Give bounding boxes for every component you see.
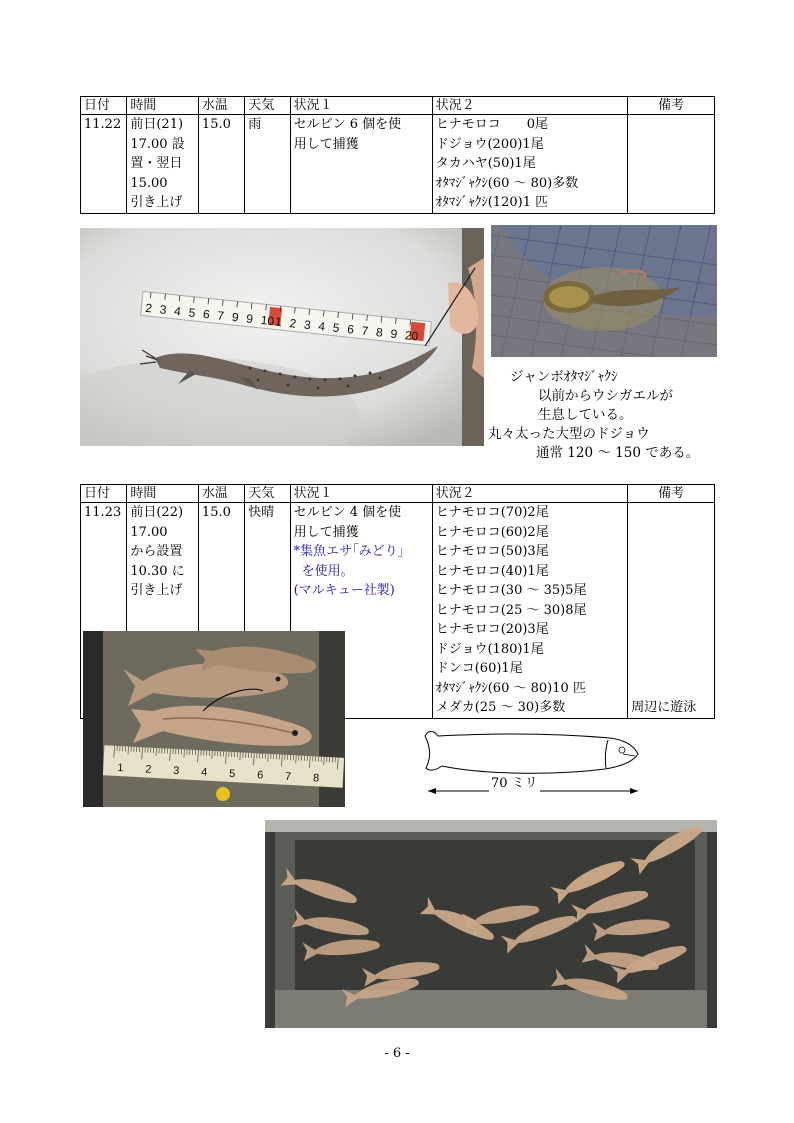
- tape-label: 10: [260, 312, 275, 329]
- weather-cell: 雨: [245, 115, 290, 214]
- status2-line: ヒナモロコ(25 ～ 30)8尾: [435, 602, 587, 618]
- status2-line: ドンコ(60)1尾: [435, 661, 523, 676]
- status2-line: ヒナモロコ 0尾: [435, 117, 549, 132]
- weather-cell: 快晴: [245, 503, 290, 719]
- tape-label: 7: [360, 323, 370, 339]
- status2-line: タカハヤ(50)1尾: [435, 156, 536, 171]
- status2-line: ヒナモロコ(40)1尾: [435, 563, 549, 579]
- bait-note-line: を使用。: [301, 563, 354, 579]
- catch-log-table-1: [80, 96, 715, 214]
- note-text: 周辺に遊泳: [631, 700, 697, 715]
- table-header-row: [81, 97, 715, 115]
- tadpole-caption: ジャンボｵﾀﾏｼﾞｬｸｼ: [510, 369, 618, 385]
- table-header-row: [81, 485, 715, 503]
- water-temp-cell: 15.0: [198, 115, 244, 214]
- status2-line: ヒナモロコ(70)2尾: [435, 505, 549, 520]
- tape-label: 6: [346, 322, 355, 337]
- time-line: 引き上げ: [130, 195, 183, 210]
- status2-line: ｵﾀﾏｼﾞｬｸｼ(120)1 匹: [435, 195, 549, 210]
- loach-photo: [80, 228, 484, 446]
- bullfrog-caption: 以前からウシガエルが: [538, 388, 673, 404]
- date-cell: 11.23: [81, 503, 127, 719]
- status2-line: ヒナモロコ(20)3尾: [435, 622, 549, 637]
- header-note: 備考: [628, 97, 715, 115]
- time-line: 前日(21): [130, 117, 184, 132]
- header-status-2: 状況２: [432, 97, 628, 115]
- status1-line: セルビン 4 個を使: [293, 505, 402, 520]
- time-line: 15.00: [130, 175, 168, 191]
- header-time: 時間: [127, 485, 199, 503]
- status2-line: ドジョウ(200)1尾: [435, 136, 544, 152]
- tape-label: 3: [159, 302, 168, 317]
- tape-label: 9: [231, 309, 240, 325]
- note-cell: [628, 503, 715, 719]
- ruler-label: 5: [228, 767, 236, 781]
- date-cell: 11.22: [81, 115, 127, 214]
- ruler-label: 8: [312, 772, 320, 785]
- header-status-1: 状況１: [290, 97, 432, 115]
- hinamoroko-ruler-photo: [83, 631, 345, 807]
- tape-label: 2: [144, 300, 153, 316]
- status2-line: ヒナモロコ(60)2尾: [435, 524, 549, 540]
- tadpole-photo: [491, 225, 717, 357]
- tape-label: 9: [245, 311, 254, 327]
- bullfrog-caption-2: 生息している。: [538, 407, 633, 423]
- tape-label: 9: [389, 326, 398, 342]
- header-weather: 天気: [245, 97, 290, 115]
- time-line: 10.30 に: [130, 563, 185, 579]
- bait-maker-line: (マルキュー社製): [293, 583, 395, 598]
- header-time: 時間: [127, 97, 199, 115]
- note-cell: [628, 115, 715, 214]
- header-water-temp: 水温: [198, 485, 244, 503]
- water-temp-cell: 15.0: [198, 503, 244, 719]
- ruler-label: 2: [144, 763, 152, 776]
- ruler-label: 4: [200, 766, 208, 779]
- status2-cell: [432, 503, 628, 719]
- header-note: 備考: [628, 485, 715, 503]
- tape-label: 4: [173, 303, 182, 319]
- time-line: 17.00 設: [130, 136, 185, 152]
- table-row: [81, 115, 715, 214]
- tape-label: 2: [288, 316, 297, 331]
- status2-line: ｵﾀﾏｼﾞｬｸｼ(60 ～ 80)多数: [435, 175, 579, 191]
- status2-line: ヒナモロコ(50)3尾: [435, 544, 549, 559]
- ruler-label: 6: [256, 769, 264, 782]
- loach-caption: 丸々太った大型のドジョウ: [488, 426, 650, 442]
- status2-line: メダカ(25 ～ 30)多数: [435, 700, 566, 715]
- time-cell: [127, 115, 199, 214]
- tape-label: 20: [404, 328, 419, 344]
- header-date: 日付: [81, 485, 127, 503]
- status2-line: ヒナモロコ(30 ～ 35)5尾: [435, 583, 587, 598]
- time-line: から設置: [130, 544, 183, 559]
- ruler-label: 3: [172, 764, 180, 778]
- status1-cell: [290, 115, 432, 214]
- status2-line: ｵﾀﾏｼﾞｬｸｼ(60 ～ 80)10 匹: [435, 680, 586, 696]
- time-line: 置・翌日: [130, 156, 183, 171]
- header-status-2: 状況２: [432, 485, 628, 503]
- tape-label: 1: [274, 314, 283, 330]
- status1-line: 用して捕獲: [293, 524, 359, 540]
- tape-label: 5: [187, 305, 197, 321]
- time-line: 17.00: [130, 524, 168, 540]
- ruler-label: 1: [116, 761, 124, 775]
- tape-label: 7: [216, 308, 225, 324]
- header-water-temp: 水温: [198, 97, 244, 115]
- status2-cell: [432, 115, 628, 214]
- header-date: 日付: [81, 97, 127, 115]
- header-weather: 天気: [245, 485, 290, 503]
- tape-label: 4: [317, 319, 326, 334]
- page-number: - 6 -: [384, 1046, 410, 1061]
- tape-label: 6: [202, 306, 211, 322]
- status1-line: 用して捕獲: [293, 136, 359, 152]
- tape-label: 3: [303, 317, 312, 333]
- time-line: 引き上げ: [130, 583, 183, 598]
- tape-label: 8: [375, 325, 384, 340]
- tape-label: 5: [332, 320, 341, 336]
- loach-caption-2: 通常 120 ～ 150 である。: [536, 445, 700, 461]
- status2-line: ドジョウ(180)1尾: [435, 641, 544, 657]
- ruler-label: 7: [284, 770, 292, 784]
- status1-line: セルビン 6 個を使: [293, 117, 402, 132]
- fish-tank-photo: [265, 820, 717, 1028]
- bait-note-line: *集魚エサ｢みどり｣: [293, 544, 405, 559]
- time-line: 前日(22): [130, 505, 184, 520]
- header-status-1: 状況１: [290, 485, 432, 503]
- fish-length-label: 70 ミリ: [491, 776, 538, 791]
